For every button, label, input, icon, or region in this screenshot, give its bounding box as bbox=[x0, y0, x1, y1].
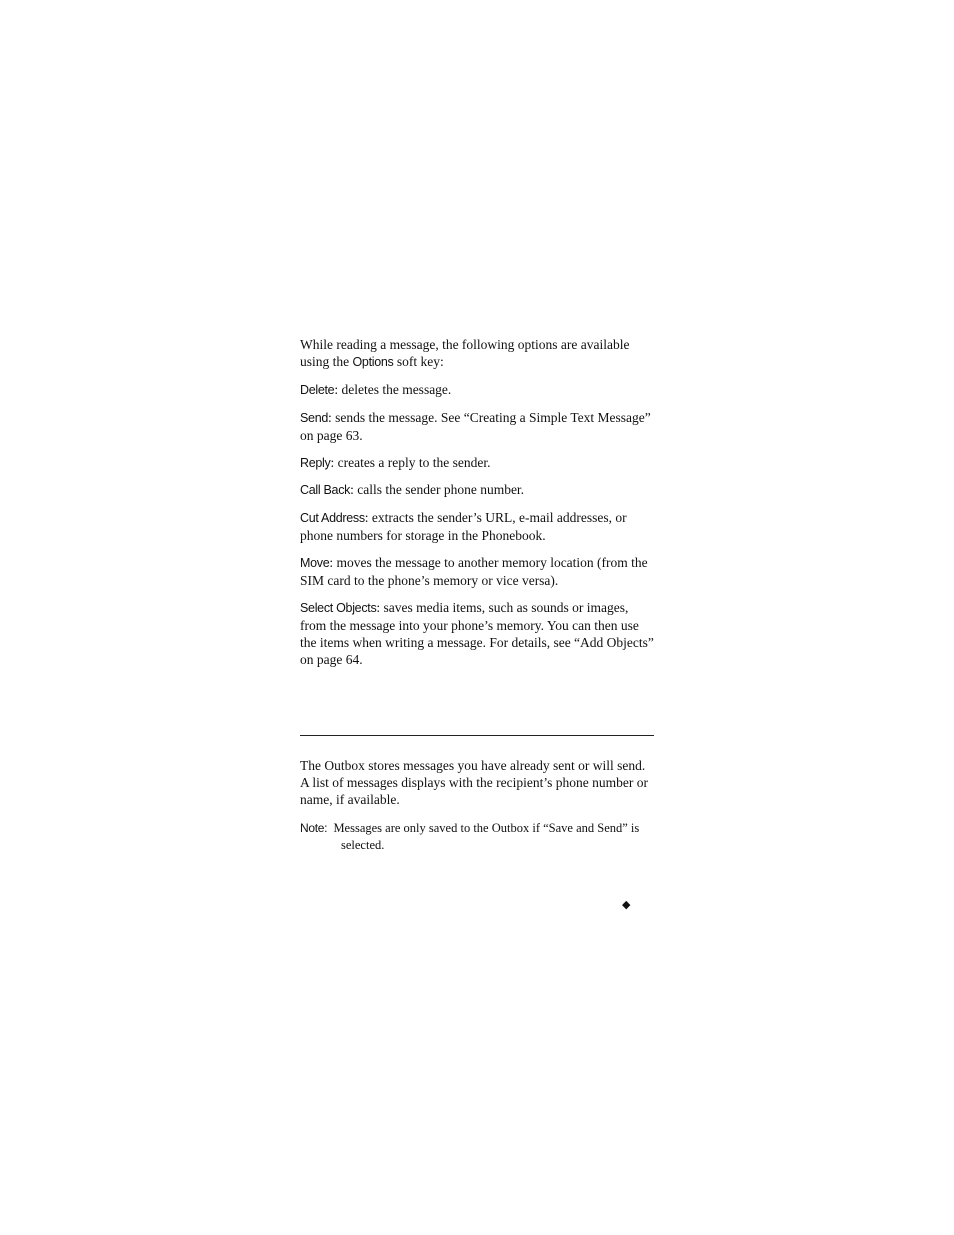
option-description: : saves media items, such as sounds or images, from the message into your phone’s memory. You can then use the items when writing a message. For details, see “Add Objects” on page 64. bbox=[300, 599, 654, 668]
footer-bullet-icon: ◆ bbox=[622, 898, 631, 911]
outbox-paragraph: The Outbox stores messages you have already sent or will send. A list of messages displays with the recipient’s phone number or name, if available. bbox=[300, 758, 648, 808]
section-divider bbox=[300, 735, 654, 736]
option-call-back bbox=[300, 481, 654, 499]
intro-text: While reading a message, the following options are available using the bbox=[300, 337, 630, 370]
option-term: Call Back bbox=[300, 483, 351, 498]
option-reply bbox=[300, 454, 654, 472]
option-term: Cut Address bbox=[300, 510, 365, 525]
option-term: Send bbox=[300, 410, 328, 425]
options-softkey-term: Options bbox=[352, 355, 394, 370]
option-delete bbox=[300, 381, 654, 399]
note-label: Note: bbox=[300, 820, 328, 835]
option-cut-address bbox=[300, 509, 654, 544]
options-section bbox=[300, 336, 654, 678]
note bbox=[300, 820, 654, 854]
option-description: : extracts the sender’s URL, e-mail addresses, or phone numbers for storage in the Phonebook. bbox=[300, 509, 627, 544]
option-select-objects bbox=[300, 599, 654, 669]
option-description: : sends the message. See “Creating a Simple Text Message” on page 63. bbox=[300, 409, 651, 443]
option-description: : calls the sender phone number. bbox=[350, 482, 525, 498]
option-send bbox=[300, 409, 654, 444]
option-term: Delete bbox=[300, 382, 335, 397]
option-move bbox=[300, 554, 654, 589]
note-text: Messages are only saved to the Outbox if “Save and Send” is selected. bbox=[333, 820, 640, 852]
option-term: Select Objects bbox=[300, 600, 377, 615]
option-term: Move bbox=[300, 555, 330, 570]
option-description: : deletes the message. bbox=[334, 381, 452, 397]
intro-paragraph bbox=[300, 336, 654, 371]
intro-text-end: soft key: bbox=[393, 354, 444, 370]
option-term: Reply bbox=[300, 455, 331, 470]
outbox-section bbox=[300, 757, 654, 863]
option-description: : creates a reply to the sender. bbox=[330, 454, 491, 470]
option-description: : moves the message to another memory location (from the SIM card to the phone’s memory or vice versa). bbox=[300, 554, 648, 589]
